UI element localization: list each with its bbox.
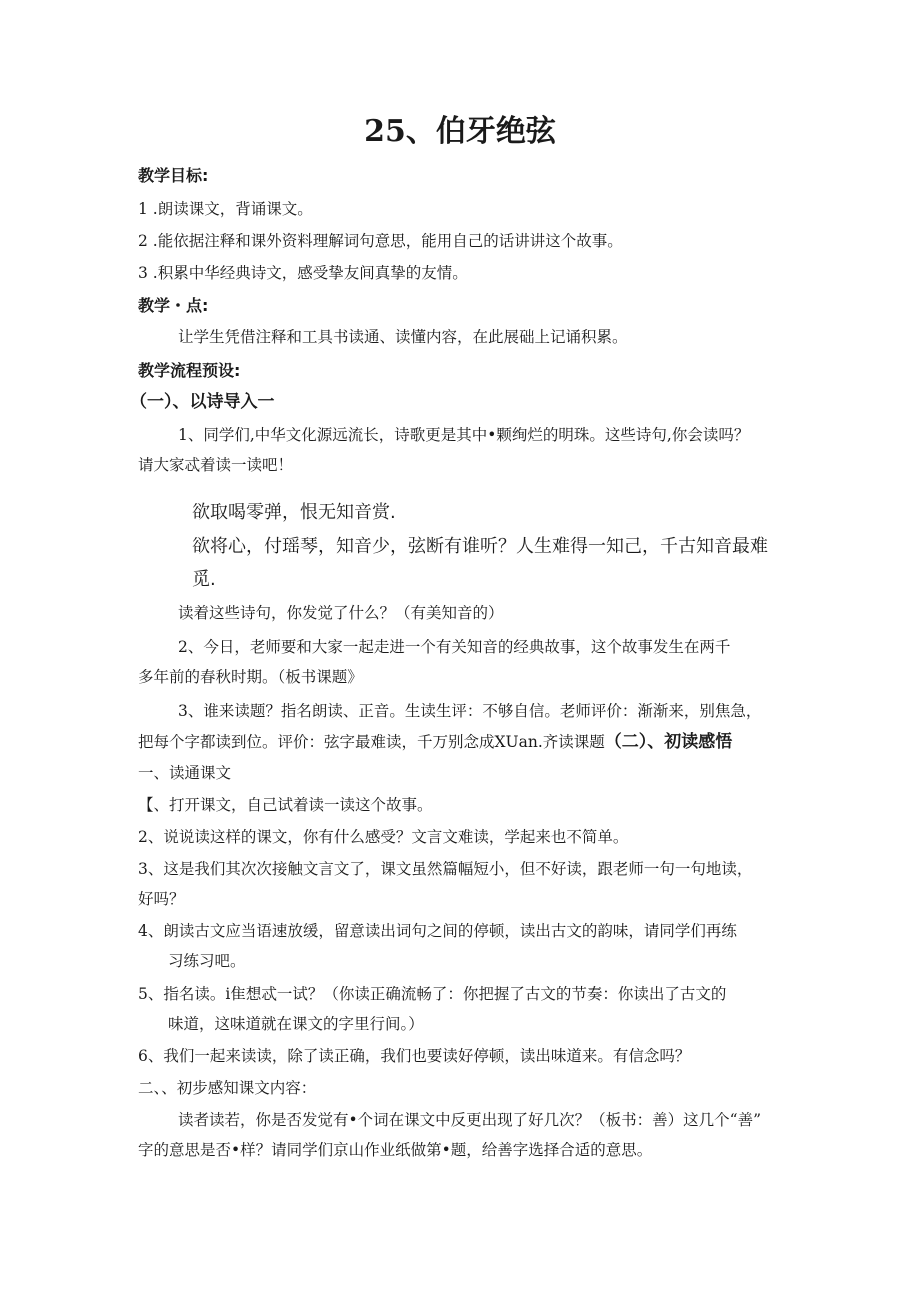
part1-para2: 读着这些诗句，你发觉了什么？（有美知音的） xyxy=(178,604,504,622)
goal-item-2: 2 .能依据注释和课外资料理解词句意思，能用自己的话讲讲这个故事。 xyxy=(138,232,623,250)
part1-heading: （一）、以诗导入一 xyxy=(130,392,275,412)
part2-sub1: 一、读通课文 xyxy=(138,764,232,782)
part2-item-4-line2: 习练习吧。 xyxy=(168,952,246,970)
part2-item-1: 【、打开课文，自己试着读一读这个故事。 xyxy=(138,796,433,814)
part2-item-3-line1: 3、这是我们其次次接触文言文了，课文虽然篇幅短小，但不好读，跟老师一句一句地读， xyxy=(138,860,753,878)
poem-line-2: 欲将心，付瑶琴，知音少，弦断有谁听？人生难得一知己，千古知音最难 xyxy=(192,536,768,557)
part2-item-3-line2: 好吗？ xyxy=(138,890,185,908)
goals-heading: 教学目标: xyxy=(138,166,209,185)
part1-para3-line2: 多年前的春秋时期。（板书课题》 xyxy=(138,668,363,686)
part2-sub2: 二、、初步感知课文内容： xyxy=(138,1079,317,1097)
page-title: 25、伯牙绝弦 xyxy=(364,114,556,149)
part1-para4-line1: 3、谁来读题？指名朗读、正音。生读生评：不够自信。老师评价：渐渐来，别焦急， xyxy=(178,702,762,720)
part2-item-4-line1: 4、朗读古文应当语速放缓，留意读出词句之间的停顿，读出古文的韵味，请同学们再练 xyxy=(138,922,737,940)
poem-line-3: 觅. xyxy=(192,569,216,590)
poem-line-1: 欲取喝零弹，恨无知音赏. xyxy=(192,502,396,523)
part1-para1-line1: 1、同学们,中华文化源远流长，诗歌更是其中•颗绚烂的明珠。这些诗句,你会读吗？ xyxy=(178,426,750,444)
part2-item-2: 2、说说读这样的课文，你有什么感受？文言文难读，学起来也不简单。 xyxy=(138,828,629,846)
goal-item-1: 1 .朗读课文，背诵课文。 xyxy=(138,200,313,218)
part1-para4-text: 把每个字都读到位。评价：弦字最难读，千万别念成XUan.齐读课题 xyxy=(138,733,605,751)
part2-heading: （二）、初读感悟 xyxy=(604,732,733,752)
part2-item-5-line1: 5、指名读。i隹想忒一试？（你读正确流畅了：你把握了古文的节奏：你读出了古文的 xyxy=(138,985,727,1003)
part1-para3-line1: 2、今日，老师要和大家一起走进一个有关知音的经典故事，这个故事发生在两千 xyxy=(178,638,731,656)
keypoint-heading: 教学・点: xyxy=(138,296,209,315)
part1-para4-line2 xyxy=(138,731,732,753)
keypoint-text: 让学生凭借注释和工具书读通、读懂内容，在此展础上记诵积累。 xyxy=(178,328,628,346)
flow-heading: 教学流程预设: xyxy=(138,361,241,380)
part2-last-line1: 读者读若，你是否发觉有•个词在课文中反更出现了好几次？（板书：善）这几个“善” xyxy=(178,1111,761,1129)
part2-item-6: 6、我们一起来读读，除了读正确，我们也要读好停顿，读出味道来。有信念吗？ xyxy=(138,1047,691,1065)
part2-item-5-line2: 味道，这味道就在课文的字里行间。） xyxy=(168,1015,424,1033)
part2-last-line2: 字的意思是否•样？请同学们京山作业纸做第•题，给善字选择合适的意思。 xyxy=(138,1141,653,1159)
part1-para1-line2: 请大家忒着读一读吧！ xyxy=(138,456,294,474)
goal-item-3: 3 .积累中华经典诗文，感受挚友间真挚的友情。 xyxy=(138,264,468,282)
